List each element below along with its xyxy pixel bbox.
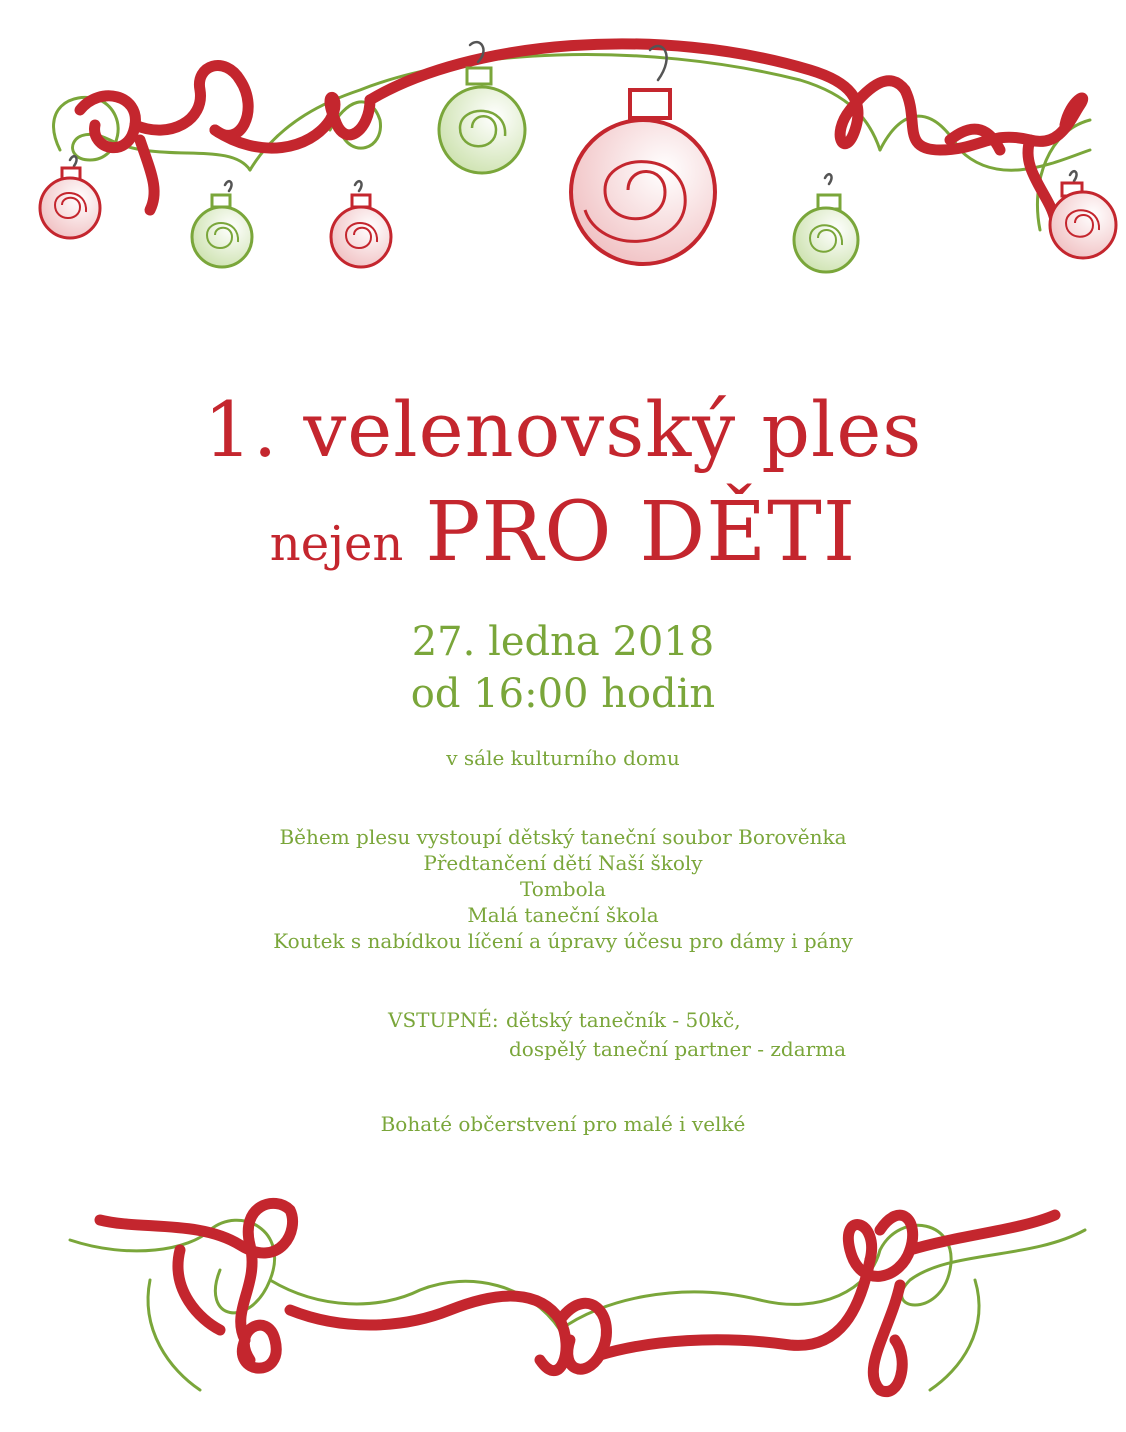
admission-label: VSTUPNÉ: (388, 1008, 499, 1032)
ornament-green-1 (192, 195, 252, 267)
program-list (0, 824, 1126, 954)
ribbon-garland-top (0, 0, 1126, 290)
ornament-red-2 (331, 195, 391, 267)
event-time: od 16:00 hodin (410, 671, 716, 717)
ornament-red-3 (1050, 183, 1116, 258)
admission-child-price: dětský tanečník - 50kč, (506, 1008, 741, 1032)
event-subtitle (0, 485, 1126, 580)
ornament-green-3 (794, 195, 858, 272)
program-item: Během plesu vystoupí dětský taneční soubor Borověnka (279, 825, 847, 849)
ornament-red-large (571, 90, 715, 264)
program-item: Malá taneční škola (467, 903, 659, 927)
event-title: 1. velenovský ples (203, 385, 923, 474)
ornament-red-1 (40, 168, 100, 238)
subtitle-prefix: nejen (269, 516, 404, 572)
program-item: Předtančení dětí Naší školy (423, 851, 703, 875)
ornament-green-2 (439, 68, 525, 173)
subtitle-main: PRO DĚTI (425, 485, 857, 580)
ribbon-swirl-bottom (0, 1190, 1126, 1400)
event-date: 27. ledna 2018 (411, 619, 715, 665)
admission-info (388, 1006, 988, 1064)
program-item: Tombola (520, 877, 606, 901)
refreshments-note: Bohaté občerstvení pro malé i velké (380, 1112, 746, 1136)
event-venue: v sále kulturního domu (446, 746, 680, 770)
admission-adult-price: dospělý taneční partner - zdarma (509, 1037, 847, 1061)
program-item: Koutek s nabídkou líčení a úpravy účesu pro dámy i pány (273, 929, 853, 953)
